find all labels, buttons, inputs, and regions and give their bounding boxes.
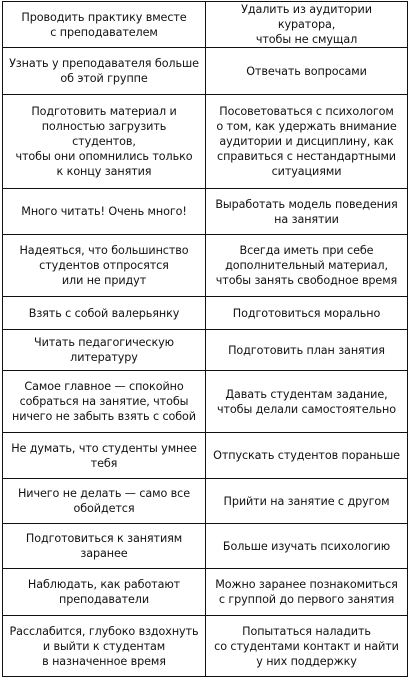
table-cell-left: Проводить практику вместе с преподавателем [3,2,206,48]
table-row [3,189,408,235]
table-cell-right: Подготовиться морально [206,297,408,330]
table-cell-left: Самое главное — спокойно собраться на занятие, чтобы ничего не забыть взять с собой [3,371,206,433]
table-row [3,616,408,677]
advice-table [2,1,408,677]
table-cell-right: Посоветоваться с психологом о том, как удержать внимание аудитории и дисциплину, как справиться с нестандартными ситуациями [206,95,408,189]
table-cell-left: Взять с собой валерьянку [3,297,206,330]
table-cell-left: Расслабится, глубоко вздохнуть и выйти к студентам в назначенное время [3,616,206,677]
table-cell-right: Прийти на занятие с другом [206,479,408,524]
table-row [3,433,408,479]
table-cell-right: Отпускать студентов пораньше [206,433,408,479]
advice-table-body [3,2,408,677]
table-cell-right: Попытаться наладить со студентами контакт и найти у них поддержку [206,616,408,677]
table-cell-right: Можно заранее познакомиться с группой до первого занятия [206,569,408,616]
table-row [3,95,408,189]
table-row [3,2,408,48]
table-row [3,235,408,297]
table-cell-left: Узнать у преподавателя больше об этой группе [3,48,206,95]
table-cell-right: Больше изучать психологию [206,524,408,569]
table-cell-right: Отвечать вопросами [206,48,408,95]
table-cell-left: Много читать! Очень много! [3,189,206,235]
table-cell-left: Подготовить материал и полностью загрузить студентов, чтобы они опомнились только к концу занятия [3,95,206,189]
table-cell-right: Давать студентам задание, чтобы делали самостоятельно [206,371,408,433]
table-cell-left: Ничего не делать — само все обойдется [3,479,206,524]
table-cell-left: Подготовиться к занятиям заранее [3,524,206,569]
table-row [3,569,408,616]
table-row [3,479,408,524]
table-row [3,524,408,569]
table-cell-right: Всегда иметь при себе дополнительный материал, чтобы занять свободное время [206,235,408,297]
table-cell-right: Удалить из аудитории куратора, чтобы не смущал [206,2,408,48]
table-row [3,330,408,371]
table-row [3,297,408,330]
table-cell-left: Наблюдать, как работают преподаватели [3,569,206,616]
table-cell-right: Подготовить план занятия [206,330,408,371]
table-cell-right: Выработать модель поведения на занятии [206,189,408,235]
table-row [3,48,408,95]
table-row [3,371,408,433]
table-cell-left: Читать педагогическую литературу [3,330,206,371]
table-cell-left: Не думать, что студенты умнее тебя [3,433,206,479]
table-cell-left: Надеяться, что большинство студентов отпросятся или не придут [3,235,206,297]
